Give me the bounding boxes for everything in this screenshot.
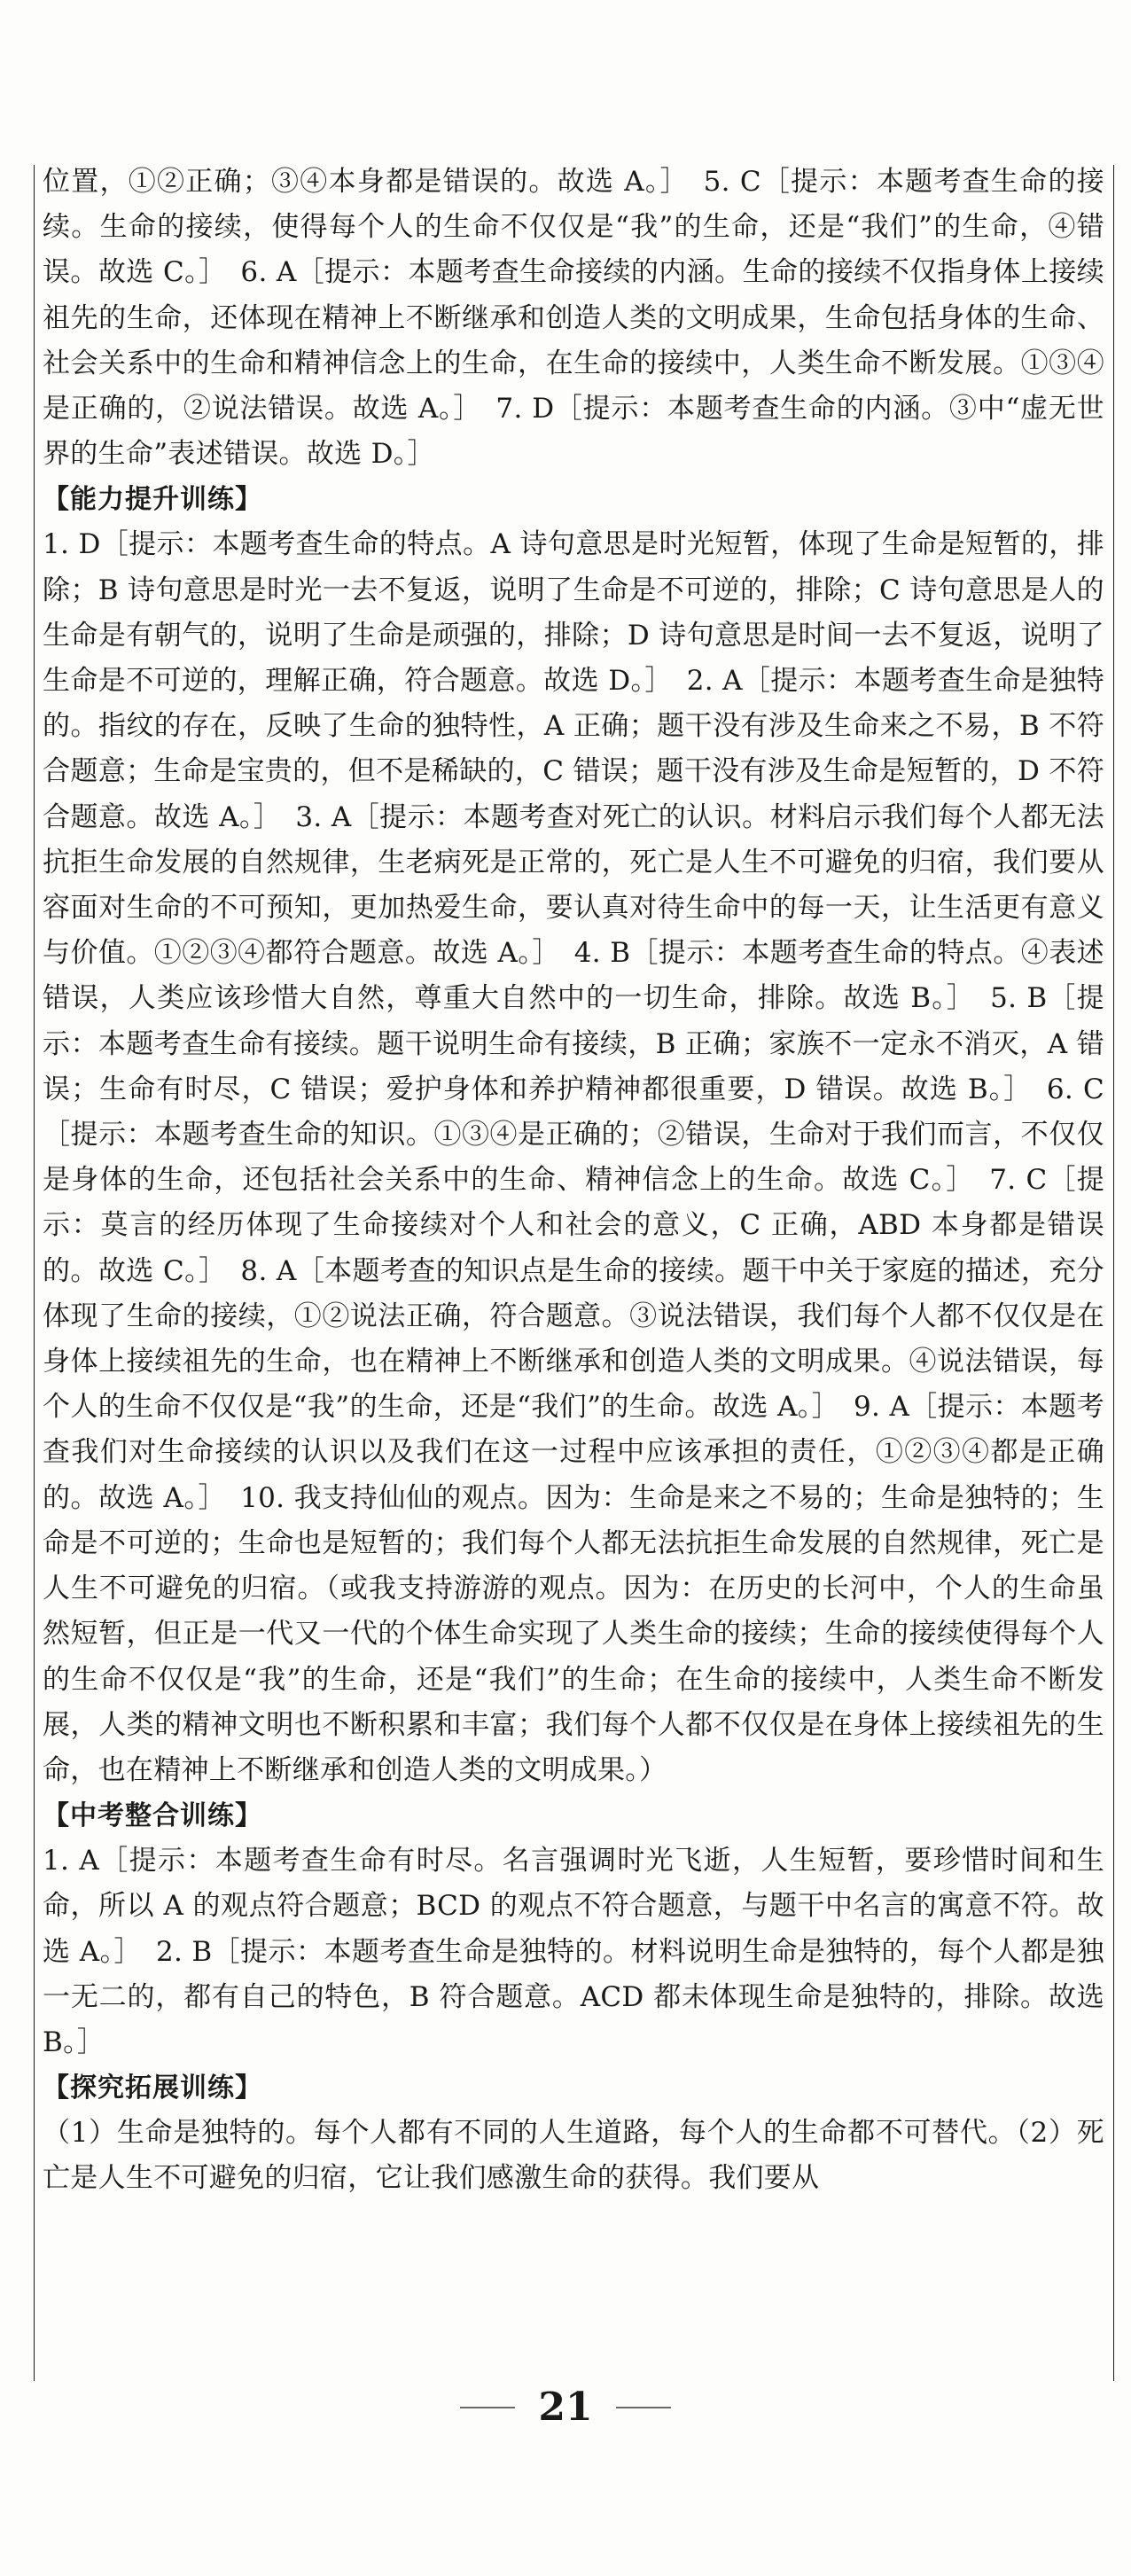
footer-dash-left [460,2407,515,2408]
left-margin-rule [34,165,35,2381]
footer-dash-right [616,2407,671,2408]
answer-text-column [43,160,1104,2202]
section-heading-exam: 【中考整合训练】 [43,1800,262,1832]
answer-paragraph-continuation: 位置，①②正确；③④本身都是错误的。故选 A。］ 5. C［提示：本题考查生命的接续。生命的接续，使得每个人的生命不仅仅是“我”的生命，还是“我们”的生命，④错误。故选 C。］ 6. A［提示：本题考查生命接续的内涵。生命的接续不仅指身体上接续祖先的生命，还体现在精神上不断继承和创造人类的文明成果，生命包括身体的生命、社会关系中的生命和精神信念上的生命，在生命的接续中，人类生命不断发展。①③④是正确的，②说法错误。故选 A。］ 7. D［提示：本题考查生命的内涵。③中“虚无世界的生命”表述错误。故选 D。］ [43,166,1104,471]
answer-paragraph-exam: 1. A［提示：本题考查生命有时尽。名言强调时光飞逝，人生短暂，要珍惜时间和生命，所以 A 的观点符合题意；BCD 的观点不符合题意，与题干中名言的寓意不符。故选 A。］ 2. B［提示：本题考查生命是独特的。材料说明生命是独特的，每个人都是独一无二的，都有自己的特色，B 符合题意。ACD 都未体现生命是独特的，排除。故选 B。］ [43,1845,1104,2058]
answer-paragraph-ability: 1. D［提示：本题考查生命的特点。A 诗句意思是时光短暂，体现了生命是短暂的，排除；B 诗句意思是时光一去不复返，说明了生命是不可逆的，排除；C 诗句意思是人的生命是有朝气的，说明了生命是顽强的，排除；D 诗句意思是时间一去不复返，说明了生命是不可逆的，理解正确，符合题意。故选 D。］ 2. A［提示：本题考查生命是独特的。指纹的存在，反映了生命的独特性，A 正确；题干没有涉及生命来之不易，B 不符合题意；生命是宝贵的，但不是稀缺的，C 错误；题干没有涉及生命是短暂的，D 不符合题意。故选 A。］ 3. A［提示：本题考查对死亡的认识。材料启示我们每个人都无法抗拒生命发展的自然规律，生老病死是正常的，死亡是人生不可避免的归宿，我们要从容面对生命的不可预知，更加热爱生命，要认真对待生命中的每一天，让生活更有意义与价值。①②③④都符合题意。故选 A。］ 4. B［提示：本题考查生命的特点。④表述错误，人类应该珍惜大自然，尊重大自然中的一切生命，排除。故选 B。］ 5. B［提示：本题考查生命有接续。题干说明生命有接续，B 正确；家族不一定永不消灭，A 错误；生命有时尽，C 错误；爱护身体和养护精神都很重要，D 错误。故选 B。］ 6. C［提示：本题考查生命的知识。①③④是正确的；②错误，生命对于我们而言，不仅仅是身体的生命，还包括社会关系中的生命、精神信念上的生命。故选 C。］ 7. C［提示：莫言的经历体现了生命接续对个人和社会的意义，C 正确，ABD 本身都是错误的。故选 C。］ 8. A［本题考查的知识点是生命的接续。题干中关于家庭的描述，充分体现了生命的接续，①②说法正确，符合题意。③说法错误，我们每个人都不仅仅是在身体上接续祖先的生命，也在精神上不断继承和创造人类的文明成果。④说法错误，每个人的生命不仅仅是“我”的生命，还是“我们”的生命。故选 A。］ 9. A［提示：本题考查我们对生命接续的认识以及我们在这一过程中应该承担的责任，①②③④都是正确的。故选 A。］ 10. 我支持仙仙的观点。因为：生命是来之不易的；生命是独特的；生命是不可逆的；生命也是短暂的；我们每个人都无法抗拒生命发展的自然规律，死亡是人生不可避免的归宿。（或我支持游游的观点。因为：在历史的长河中，个人的生命虽然短暂，但正是一代又一代的个体生命实现了人类生命的接续；生命的接续使得每个人的生命不仅仅是“我”的生命，还是“我们”的生命；在生命的接续中，人类生命不断发展，人类的精神文明也不断积累和丰富；我们每个人都不仅仅是在身体上接续祖先的生命，也在精神上不断继承和创造人类的文明成果。） [43,528,1104,1786]
answer-paragraph-explore: （1）生命是独特的。每个人都有不同的人生道路，每个人的生命都不可替代。（2）死亡是人生不可避免的归宿，它让我们感激生命的获得。我们要从 [43,2117,1104,2195]
section-heading-explore: 【探究拓展训练】 [43,2073,262,2104]
section-heading-ability: 【能力提升训练】 [43,484,262,516]
right-margin-rule [1113,165,1114,2381]
page-number: 21 [538,2385,593,2430]
page-footer [0,2385,1131,2438]
